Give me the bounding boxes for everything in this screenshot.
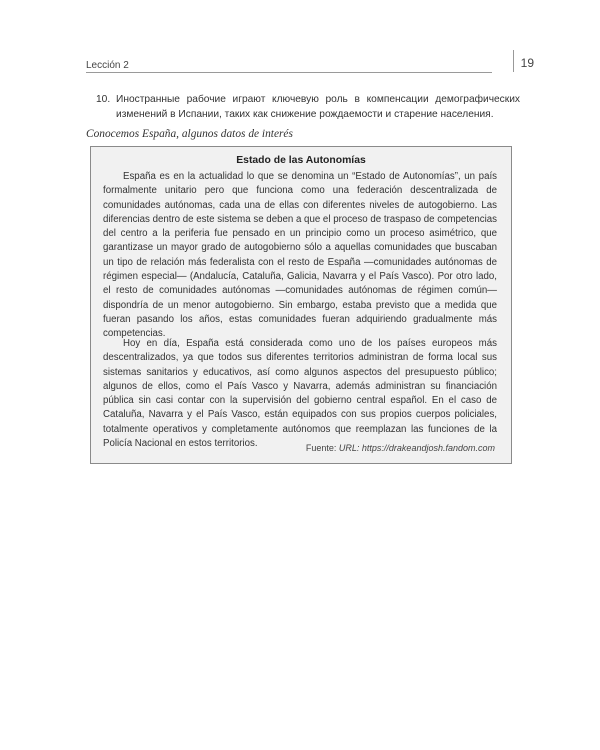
page-number: 19 bbox=[520, 56, 534, 70]
page-header bbox=[86, 56, 534, 76]
header-rule bbox=[86, 72, 492, 73]
box-paragraph-2: Hoy en día, España está considerada como uno de los países europeos más descentralizados, ya que todos sus diferentes territorios administran de forma local sus sistemas sanitarios y educativos, así como algunos aspectos del presupuesto público; algunos de ellos, como el País Vasco y Navarra, además administran su financiación pública sin casi contar con la supervisión del gobierno central español. En el caso de Cataluña, Navarra y el País Vasco, están equipados con sus propios cuerpos policiales, totalmente operativos y completamente autónomos que reemplazan las funciones de la Policía Nacional en estos territorios. bbox=[103, 338, 497, 450]
header-separator bbox=[513, 50, 514, 72]
source-url: URL: https://drakeandjosh.fandom.com bbox=[338, 443, 495, 453]
item-number: 10. bbox=[96, 94, 111, 105]
section-heading: Conocemos España, algunos datos de interés bbox=[86, 128, 293, 140]
item-text: Иностранные рабочие играют ключевую роль в компенсации демографических изменений в Испании, таких как снижение рождаемости и старение населения. bbox=[116, 94, 520, 120]
source-citation bbox=[306, 443, 495, 453]
source-label: Fuente: bbox=[305, 443, 337, 453]
info-box bbox=[90, 146, 512, 464]
box-title: Estado de las Autonomías bbox=[236, 155, 366, 166]
lesson-label: Lección 2 bbox=[86, 60, 129, 71]
box-paragraph-1: España es en la actualidad lo que se denomina un “Estado de Autonomías”, un país formalmente unitario pero que funciona como una federación descentralizada de comunidades autónomas, cada una de ellas con diferentes niveles de autogobierno. Las diferencias dentro de este sistema se deben a que el proceso de traspaso de competencias del centro a la periferia fue pensado en un principio como un proceso asimétrico, que garantizase un mayor grado de autogobierno sólo a aquellas comunidades que buscaban un tipo de relación más federalista con el resto de España —comunidades autónomas de régimen especial— (Andalucía, Cataluña, Galicia, Navarra y el País Vasco). Por otro lado, el resto de comunidades autónomas —comunidades autónomas de régimen común— dispondría de un menor autogobierno. Sin embargo, estaba previsto que a medida que fueran pasando los años, estas comunidades fueran adquiriendo gradualmente más competencias. bbox=[103, 171, 497, 340]
